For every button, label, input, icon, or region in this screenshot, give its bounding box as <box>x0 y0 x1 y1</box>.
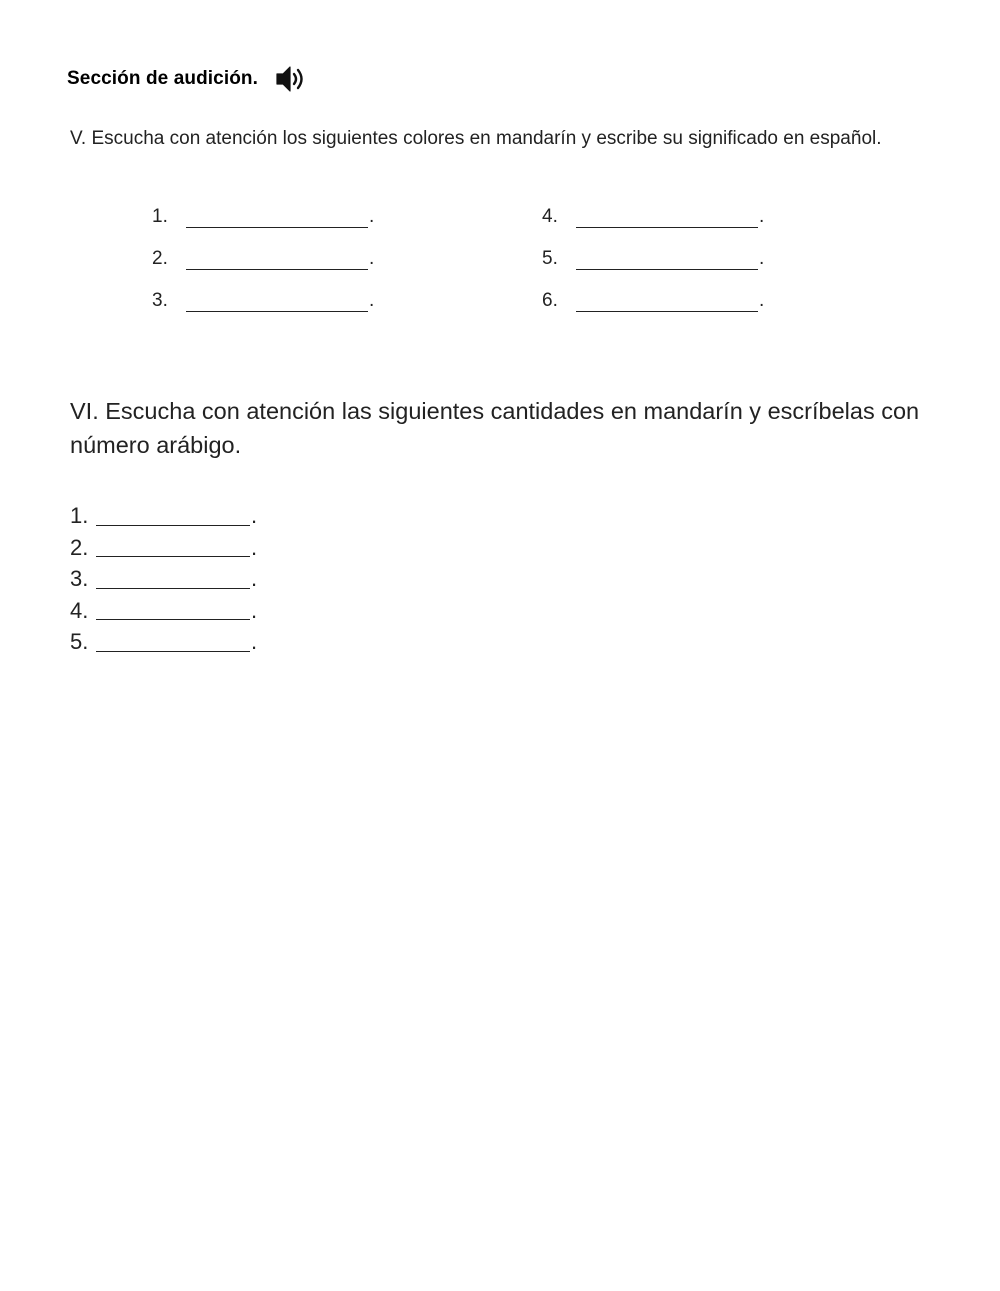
color-answer-row <box>152 290 374 312</box>
item-period: . <box>251 629 258 654</box>
item-number: 6. <box>542 290 558 311</box>
answer-blank[interactable] <box>186 249 368 270</box>
answer-blank[interactable] <box>96 597 250 620</box>
quantity-answer-row <box>70 595 257 627</box>
item-period: . <box>251 597 258 623</box>
item-period: . <box>251 503 258 528</box>
answer-blank[interactable] <box>96 503 250 526</box>
section-title: Sección de audición. <box>67 68 258 89</box>
item-number: 5. <box>542 248 558 269</box>
color-answer-row <box>152 248 374 270</box>
answer-blank[interactable] <box>96 534 250 557</box>
answer-blank[interactable] <box>576 249 758 270</box>
quantity-answer-row <box>70 626 257 658</box>
section-v-instruction: V. Escucha con atención los siguientes colores en mandarín y escribe su significado en español. <box>70 128 882 149</box>
item-period: . <box>759 206 765 227</box>
item-number: 5. <box>70 629 89 654</box>
answer-blank[interactable] <box>96 566 250 589</box>
item-number: 4. <box>70 597 89 623</box>
item-period: . <box>369 206 375 227</box>
color-answer-row <box>152 206 374 228</box>
item-number: 3. <box>152 290 168 311</box>
item-number: 3. <box>70 566 89 591</box>
item-number: 2. <box>70 534 89 560</box>
quantity-answer-row <box>70 563 257 595</box>
item-number: 1. <box>152 206 168 227</box>
item-period: . <box>759 248 765 269</box>
quantity-answer-row <box>70 500 257 532</box>
item-number: 1. <box>70 503 89 528</box>
item-number: 4. <box>542 206 558 227</box>
answer-blank[interactable] <box>186 207 368 228</box>
color-answer-row <box>542 248 764 270</box>
item-period: . <box>369 248 375 269</box>
answer-blank[interactable] <box>576 207 758 228</box>
item-period: . <box>251 534 258 560</box>
section-vi-instruction: VI. Escucha con atención las siguientes cantidades en mandarín y escríbelas con número arábigo. <box>70 398 920 458</box>
item-period: . <box>369 290 375 311</box>
speaker-icon[interactable] <box>274 64 308 94</box>
item-period: . <box>251 566 258 591</box>
answer-blank[interactable] <box>576 291 758 312</box>
color-answer-row <box>542 206 764 228</box>
quantity-answer-row <box>70 532 257 564</box>
item-number: 2. <box>152 248 168 269</box>
item-period: . <box>759 290 765 311</box>
color-answer-row <box>542 290 764 312</box>
section-header <box>67 64 308 94</box>
section-vi-answers <box>70 500 257 658</box>
answer-blank[interactable] <box>96 629 250 652</box>
answer-blank[interactable] <box>186 291 368 312</box>
